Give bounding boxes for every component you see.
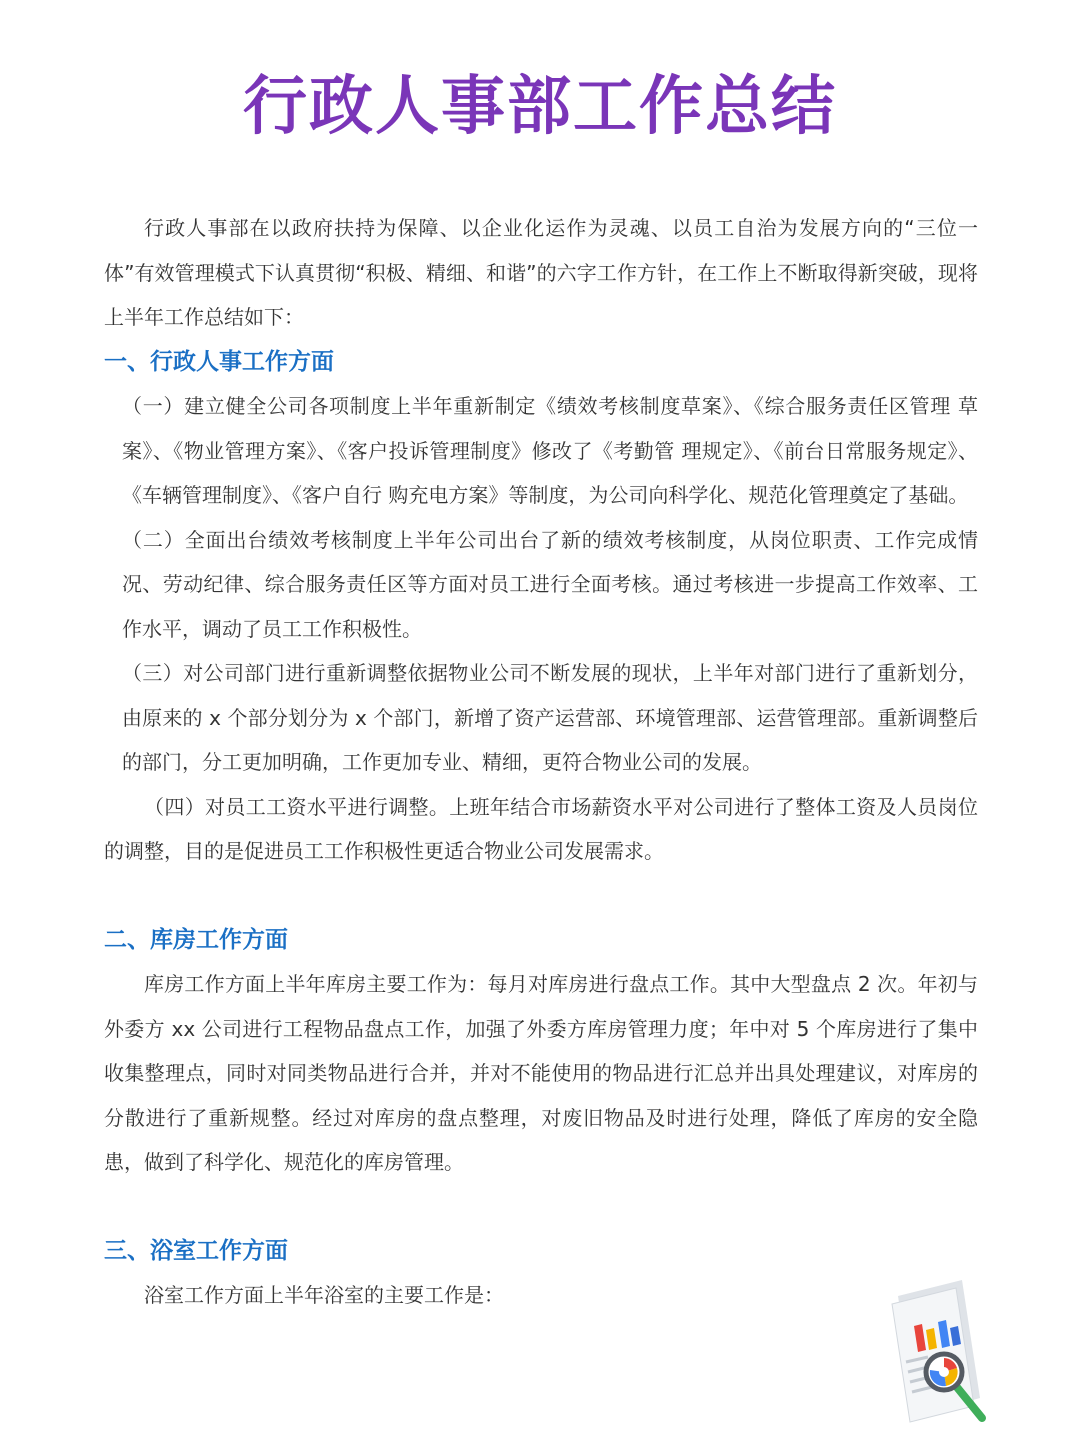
section1-item-1: （一）建立健全公司各项制度上半年重新制定《绩效考核制度草案》、《综合服务责任区管理 草案》、《物业管理方案》、《客户投诉管理制度》修改了《考勤管 理规定》、《前台日常服务规定》、《车辆管理制度》、《客户自行 购充电方案》等制度，为公司向科学化、规范化管理奠定了基础。 [122,394,978,507]
section-heading-warehouse: 二、库房工作方面 [104,926,288,953]
section3-paragraph: 浴室工作方面上半年浴室的主要工作是： [144,1283,504,1307]
section-heading-admin-hr: 一、行政人事工作方面 [104,348,334,375]
spacer [104,874,978,918]
section1-item-2: （二）全面出台绩效考核制度上半年公司出台了新的绩效考核制度，从岗位职责、工作完成情况、劳动纪律、综合服务责任区等方面对员工进行全面考核。通过考核进一步提高工作效率、工作水平，调动了员工工作积极性。 [122,527,978,641]
section-heading-bathroom: 三、浴室工作方面 [104,1237,288,1264]
section2-paragraph: 库房工作方面上半年库房主要工作为：每月对库房进行盘点工作。其中大型盘点 2 次。年初与外委方 xx 公司进行工程物品盘点工作，加强了外委方库房管理力度；年中对 5 个库房进行了集中收集整理点，同时对同类物品进行合并，并对不能使用的物品进行汇总并出具处理建议，对库房的分散进行了重新规整。经过对库房的盘点整理，对废旧物品及时进行处理，降低了库房的安全隐患，做到了科学化、规范化的库房管理。 [104,972,978,1174]
page-title: 行政人事部工作总结 [243,70,837,144]
document-body [104,206,978,1318]
report-chart-magnifier-icon [884,1278,994,1428]
spacer [104,1185,978,1229]
section1-item-4: （四）对员工工资水平进行调整。上班年结合市场薪资水平对公司进行了整体工资及人员岗位的调整，目的是促进员工工作积极性更适合物业公司发展需求。 [104,794,978,863]
intro-paragraph: 行政人事部在以政府扶持为保障、以企业化运作为灵魂、以员工自治为发展方向的“三位一体”有效管理模式下认真贯彻“积极、精细、和谐”的六字工作方针，在工作上不断取得新突破，现将上半年工作总结如下： [104,216,978,329]
section1-item-3: （三）对公司部门进行重新调整依据物业公司不断发展的现状，上半年对部门进行了重新划分，由原来的 x 个部分划分为 x 个部门，新增了资产运营部、环境管理部、运营管理部。重新调整后的部门，分工更加明确，工作更加专业、精细，更符合物业公司的发展。 [122,661,978,774]
